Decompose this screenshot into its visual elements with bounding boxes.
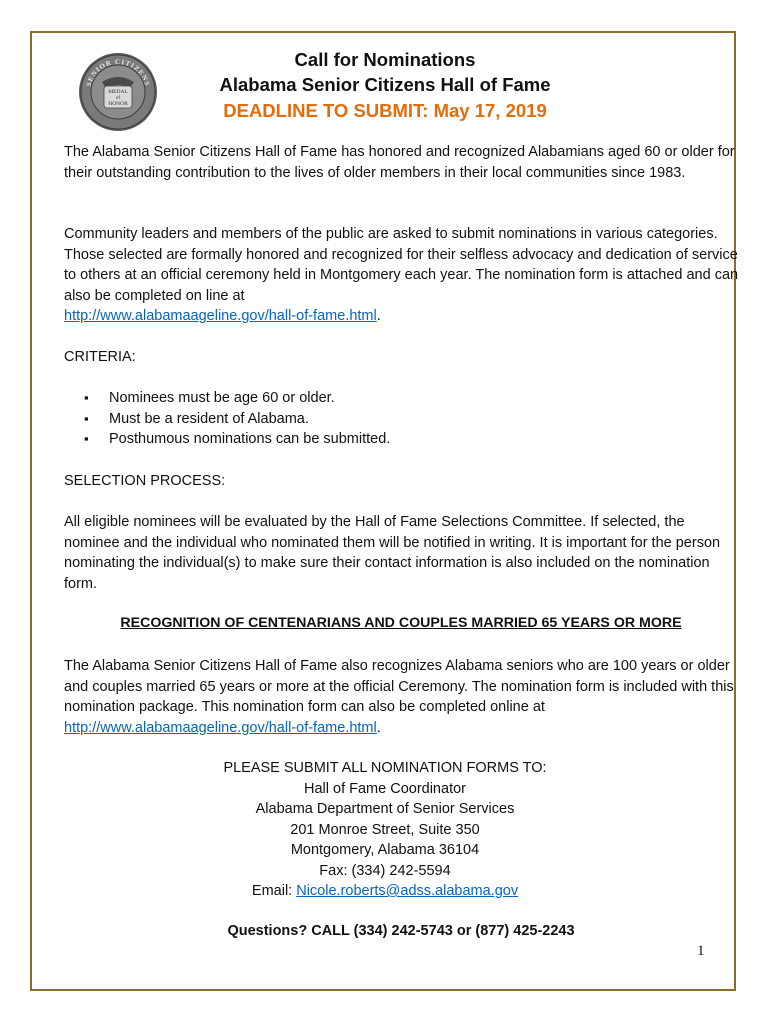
- community-text: Community leaders and members of the public are asked to submit nominations in various categories. Those selected are formally honored and recognized for their selfless advocacy and dedication of service to others at an official ceremony held in Montgomery each year. The nomination form is attached and can also be completed on line at: [64, 226, 739, 304]
- hall-of-fame-link[interactable]: http://www.alabamaageline.gov/hall-of-fame.html: [64, 308, 377, 325]
- email-line: [0, 881, 770, 902]
- community-end: .: [376, 308, 381, 325]
- submit-heading: PLEASE SUBMIT ALL NOMINATION FORMS TO:: [223, 760, 547, 776]
- submit-line: 201 Monroe Street, Suite 350: [290, 822, 480, 838]
- criteria-list: [84, 388, 390, 450]
- submit-line: Fax: (334) 242-5594: [319, 863, 451, 879]
- questions-line: Questions? CALL (334) 242-5743 or (877) 425-2243: [227, 923, 575, 939]
- page-title: Call for Nominations: [294, 49, 476, 70]
- hall-of-fame-link-2[interactable]: http://www.alabamaageline.gov/hall-of-fame.html: [64, 719, 377, 736]
- criteria-heading: CRITERIA:: [64, 349, 136, 365]
- selection-text: All eligible nominees will be evaluated by the Hall of Fame Selections Committee. If selected, the nominee and the individual who nominated them will be notified in writing. It is important for the person nominating the individual(s) to make sure their contact information is also included on the nomination form.: [64, 514, 721, 592]
- seal-line-2: of: [115, 96, 121, 101]
- deadline-text: DEADLINE TO SUBMIT: May 17, 2019: [223, 100, 547, 121]
- intro-paragraph: [64, 142, 744, 183]
- selection-paragraph: [64, 512, 744, 594]
- page-number: 1: [697, 943, 705, 959]
- intro-text: The Alabama Senior Citizens Hall of Fame has honored and recognized Alabamians aged 60 or older for their outstanding contribution to the lives of older members in their local communities since 1983.: [64, 144, 735, 181]
- criteria-item: ▪ Posthumous nominations can be submitted.: [84, 429, 390, 450]
- recognition-end: .: [376, 719, 381, 736]
- criteria-item: ▪ Nominees must be age 60 or older.: [84, 388, 390, 409]
- seal-top-text: SENIOR CITIZENS: [84, 57, 152, 88]
- submit-line: Hall of Fame Coordinator: [304, 781, 466, 797]
- submit-line: Montgomery, Alabama 36104: [290, 842, 480, 858]
- recognition-text: The Alabama Senior Citizens Hall of Fame also recognizes Alabama seniors who are 100 years or older and couples married 65 years or more at the official Ceremony. The nomination form is included with this nomination package. This nomination form can also be completed online at: [64, 658, 734, 716]
- email-label: Email:: [251, 883, 297, 899]
- submit-line: Alabama Department of Senior Services: [255, 801, 515, 817]
- seal-line-1: MEDAL: [108, 89, 128, 95]
- page-subtitle: Alabama Senior Citizens Hall of Fame: [219, 74, 551, 95]
- seal-line-3: HONOR: [108, 101, 128, 107]
- recognition-paragraph: [64, 656, 754, 738]
- selection-heading: SELECTION PROCESS:: [64, 473, 226, 489]
- criteria-item: ▪ Must be a resident of Alabama.: [84, 409, 390, 430]
- recognition-heading: RECOGNITION OF CENTENARIANS AND COUPLES MARRIED 65 YEARS OR MORE: [120, 615, 682, 631]
- email-link[interactable]: Nicole.roberts@adss.alabama.gov: [296, 883, 519, 899]
- community-paragraph: [64, 224, 744, 327]
